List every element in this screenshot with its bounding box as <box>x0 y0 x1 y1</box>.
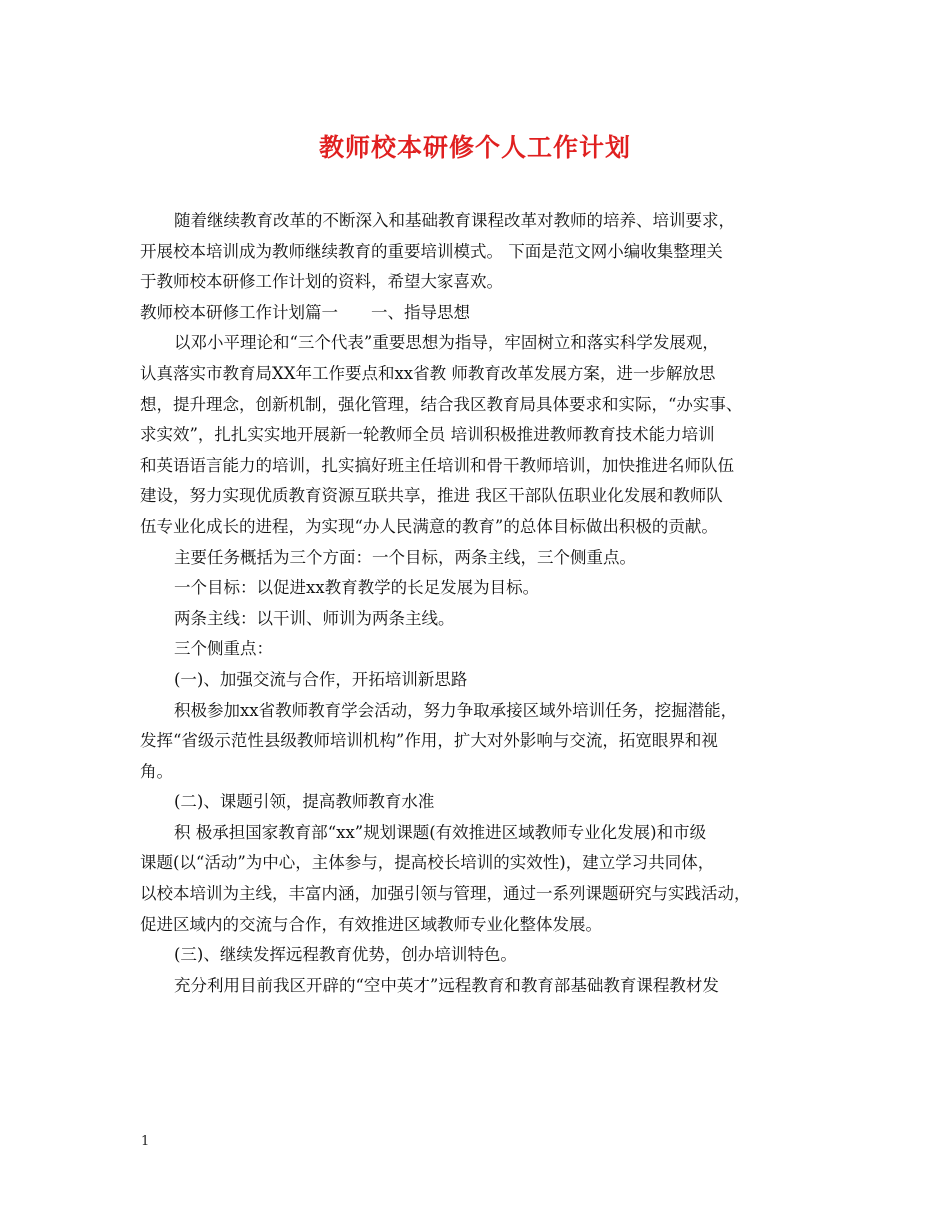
text-line: 于教师校本研修工作计划的资料，希望大家喜欢。 <box>140 272 503 292</box>
text-line: 积极参加xx省教师教育学会活动，努力争取承接区域外培训任务，挖掘潜能， <box>174 700 738 720</box>
document-title: 教师校本研修个人工作计划 <box>318 133 631 162</box>
text-line: 课题(以“活动”为中心，主体参与，提高校长培训的实效性)，建立学习共同体， <box>140 853 715 873</box>
text-line: 角。 <box>140 761 173 781</box>
text-line: 以校本培训为主线，丰富内涵，加强引领与管理，通过一系列课题研究与实践活动， <box>140 884 751 904</box>
text-line: 随着继续教育改革的不断深入和基础教育课程改革对教师的培养、培训要求， <box>174 211 735 230</box>
text-line: (三)、继续发挥远程教育优势，创办培训特色。 <box>174 945 517 965</box>
text-line: 充分利用目前我区开辟的“空中英才”远程教育和教育部基础教育课程教材发 <box>174 975 719 995</box>
document-body <box>140 206 830 1001</box>
text-line: 三个侧重点： <box>174 639 273 659</box>
text-line: 求实效”，扎扎实实地开展新一轮教师全员 培训积极推进教师教育技术能力培训 <box>140 425 715 445</box>
text-line: 积 极承担国家教育部“xx”规划课题(有效推进区域教师专业化发展)和市级 <box>174 822 707 842</box>
text-line: 开展校本培训成为教师继续教育的重要培训模式。 下面是范文网小编收集整理关 <box>140 241 723 261</box>
text-line: (一)、加强交流与合作，开拓培训新思路 <box>174 669 468 689</box>
text-line: 和英语语言能力的培训，扎实搞好班主任培训和骨干教师培训，加快推进名师队伍 <box>140 455 734 475</box>
page-number: 1 <box>141 1134 150 1149</box>
text-line: 认真落实市教育局XX年工作要点和xx省教 师教育改革发展方案，进一步解放思 <box>140 363 716 383</box>
text-line: 主要任务概括为三个方面：一个目标，两条主线，三个侧重点。 <box>174 547 636 567</box>
text-line: 教师校本研修工作计划篇一 一、指导思想 <box>140 302 470 322</box>
text-line: 发挥“省级示范性县级教师培训机构”作用，扩大对外影响与交流，拓宽眼界和视 <box>140 731 718 751</box>
text-line: 以邓小平理论和“三个代表”重要思想为指导，牢固树立和落实科学发展观， <box>174 333 719 353</box>
text-line: 想，提升理念，创新机制，强化管理，结合我区教育局具体要求和实际，“办实事、 <box>140 394 743 414</box>
text-line: 两条主线：以干训、师训为两条主线。 <box>174 608 455 628</box>
text-line: 一个目标：以促进xx教育教学的长足发展为目标。 <box>174 578 540 598</box>
text-line: 伍专业化成长的进程，为实现“办人民满意的教育”的总体目标做出积极的贡献。 <box>140 516 718 536</box>
text-line: (二)、课题引领，提高教师教育水准 <box>174 792 435 812</box>
text-line: 建设，努力实现优质教育资源互联共享，推进 我区干部队伍职业化发展和教师队 <box>140 486 723 506</box>
text-line: 促进区域内的交流与合作，有效推进区域教师专业化整体发展。 <box>140 914 602 934</box>
